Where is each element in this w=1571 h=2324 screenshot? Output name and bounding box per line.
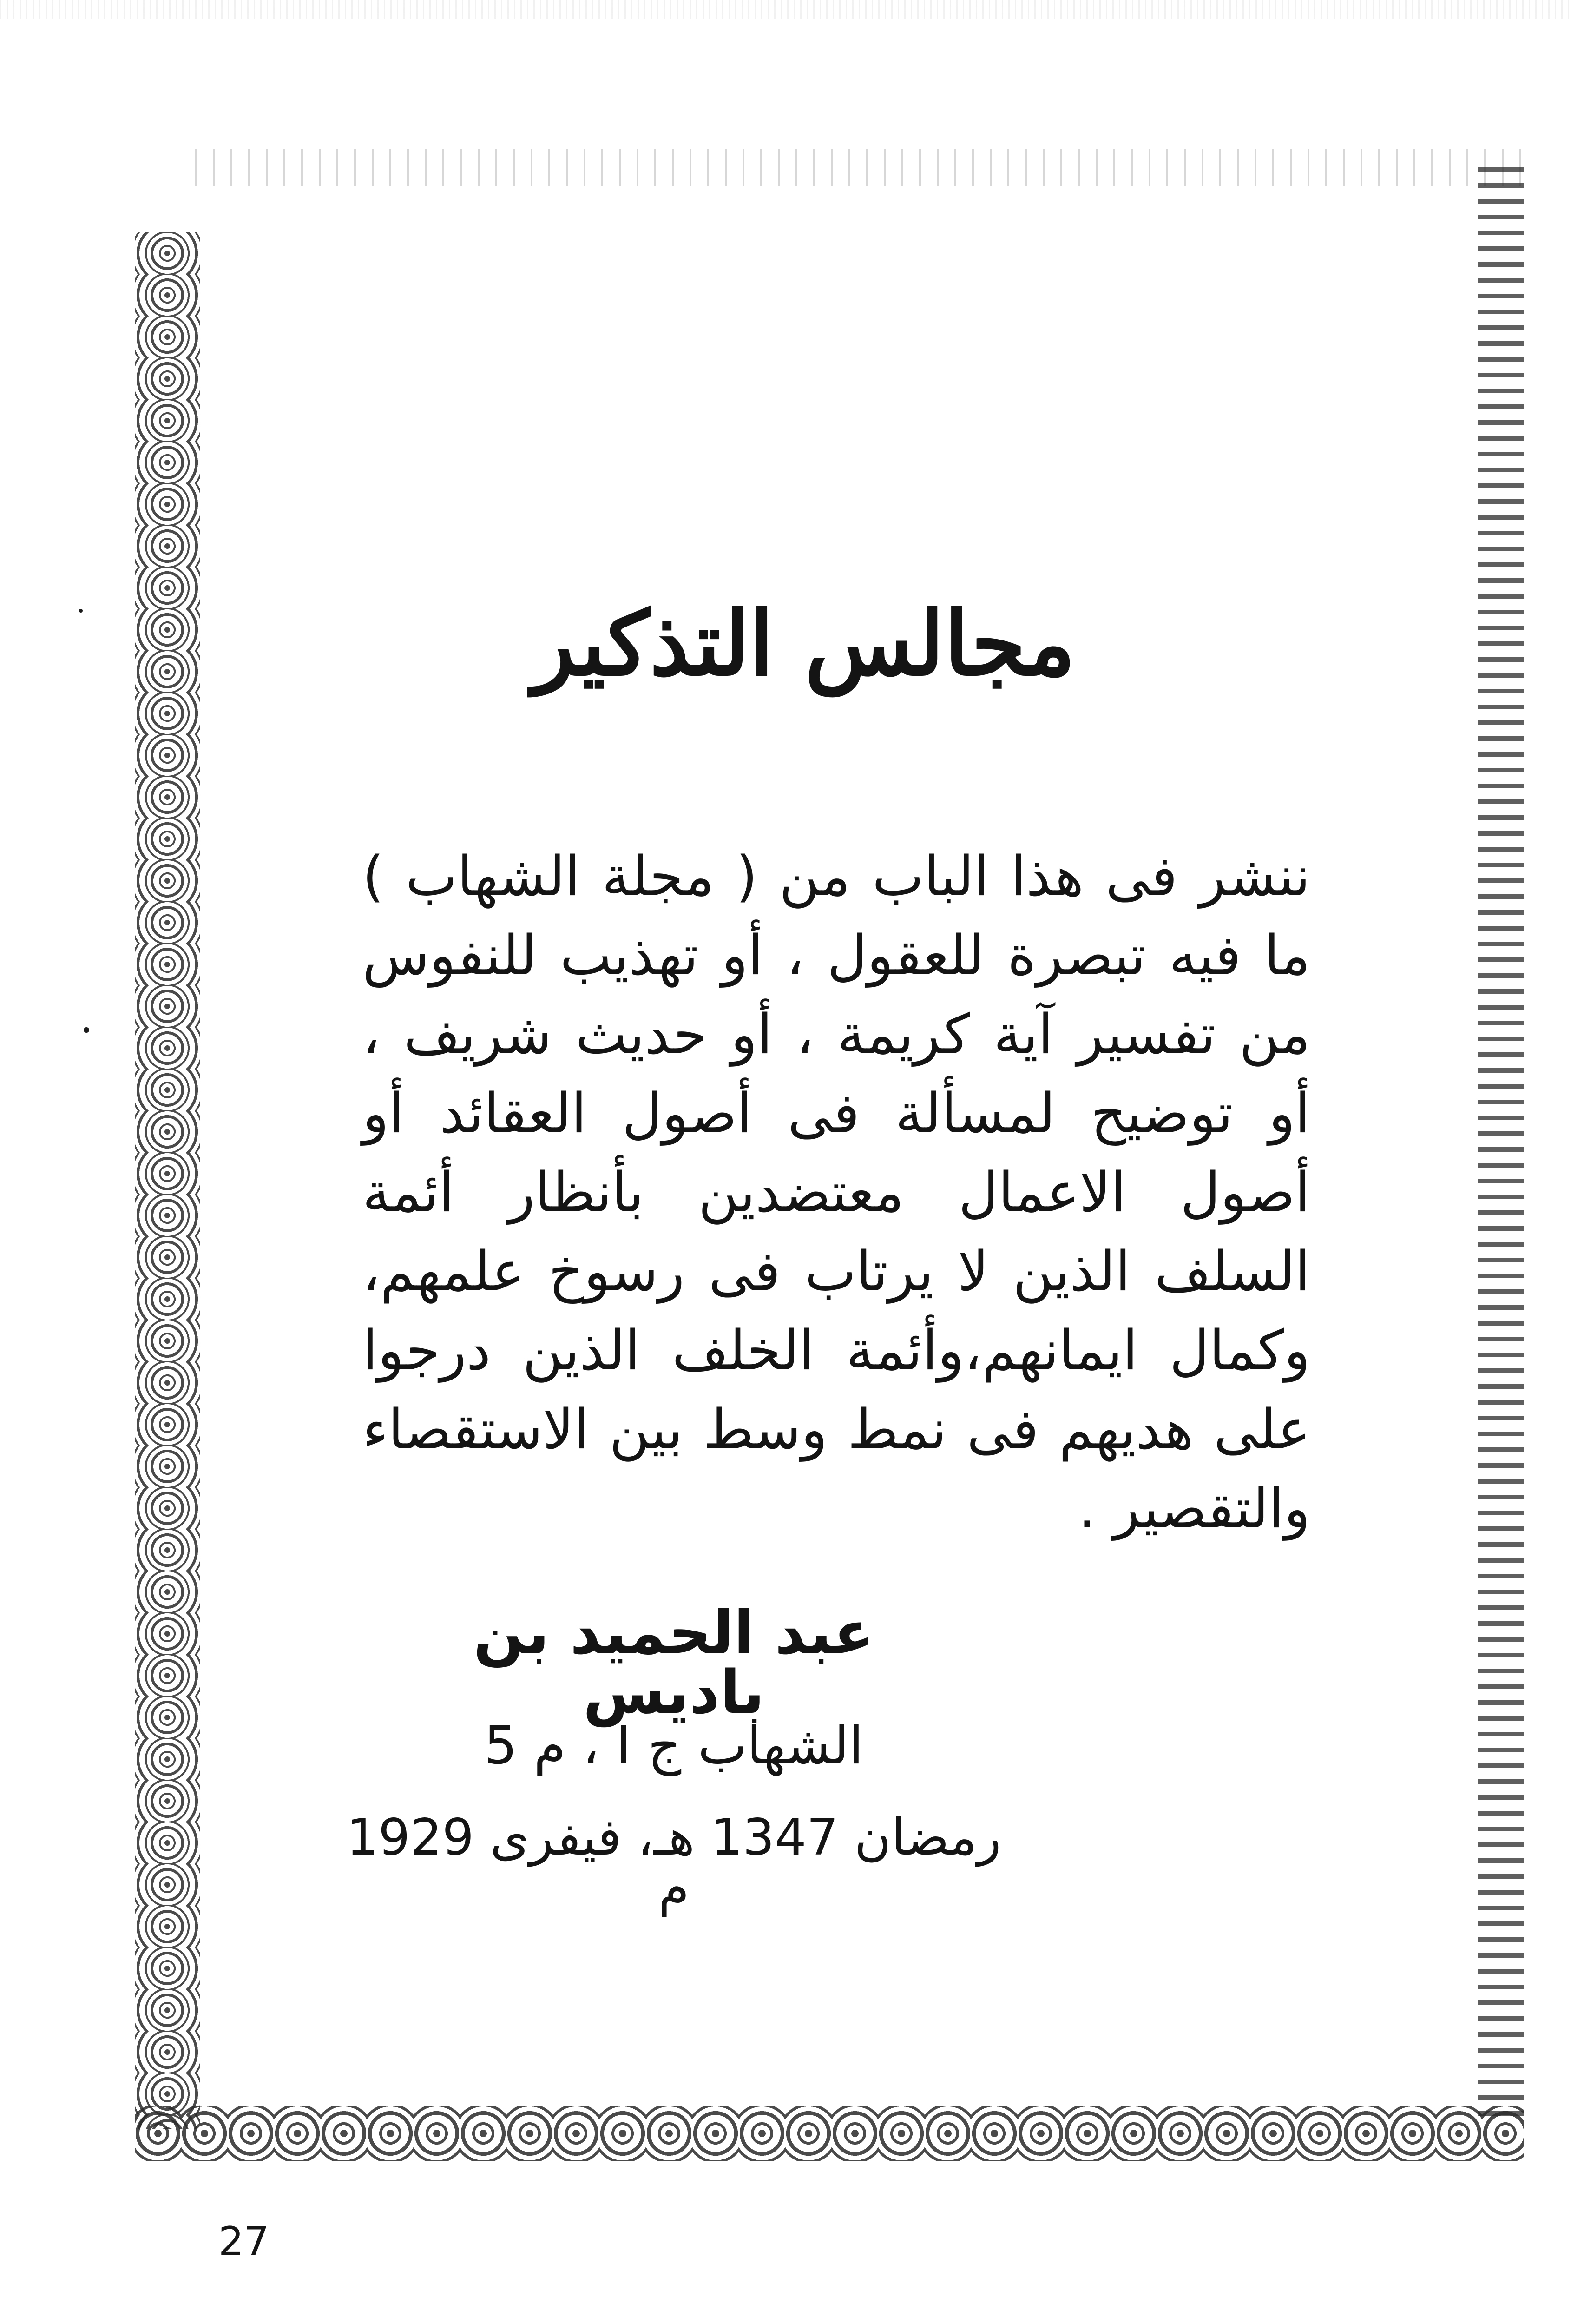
scan-noise-top [0,0,1571,19]
frame-top-border [195,149,1524,186]
frame-right-border [1478,167,1524,2119]
ink-speck [84,1027,89,1033]
source-citation: الشهاب ج I ، م 5 [484,1716,864,1776]
page-number: 27 [218,2218,270,2265]
ink-speck [79,609,83,613]
frame-bottom-border [135,2106,1524,2161]
frame-left-border [135,232,200,2129]
author-signature: عبد الحميد بن باديس [473,1598,874,1727]
body-paragraph: ننشر فى هذا الباب من ( مجلة الشهاب ) ما فيه تبصرة للعقول ، أو تهذيب للنفوس من تفسير آية كريمة ، أو حديث شريف ، أو توضيح لمسألة فى أصول العقائد أو أصول الاعمال معتضدين بأنظار أئمة السلف الذين لا يرتاب فى رسوخ علمهم، وكمال ايمانهم،وأئمة الخلف الذين درجوا على هديهم فى نمط وسط بين الاستقصاء والتقصير . [362,844,1310,1540]
page-title: مجالس التذكير [532,592,1076,695]
publication-date: رمضان 1347 هـ، فيفرى 1929 م [346,1809,1001,1917]
